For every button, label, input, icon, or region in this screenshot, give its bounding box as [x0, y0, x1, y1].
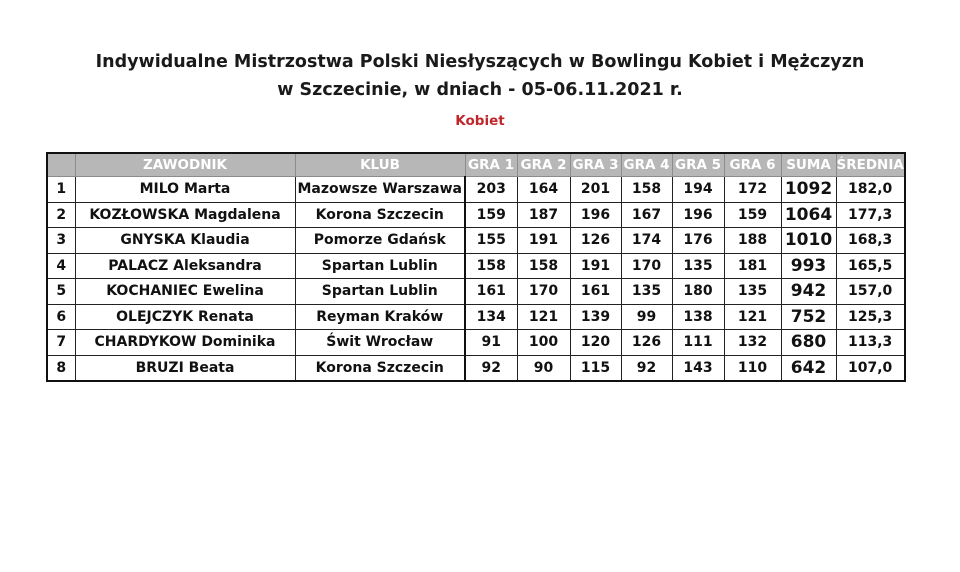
game-1-cell: 155 — [465, 228, 517, 254]
place-cell: 6 — [47, 304, 75, 330]
game-6-cell: 135 — [724, 279, 781, 305]
athlete-name-cell: KOCHANIEC Ewelina — [75, 279, 295, 305]
place-cell: 7 — [47, 330, 75, 356]
game-3-cell: 191 — [570, 253, 621, 279]
table-row — [47, 279, 905, 305]
average-cell: 113,3 — [836, 330, 905, 356]
club-cell: Reyman Kraków — [295, 304, 465, 330]
sum-cell: 752 — [781, 304, 836, 330]
game-2-cell: 187 — [517, 202, 570, 228]
game-1-cell: 203 — [465, 177, 517, 203]
game-2-cell: 90 — [517, 355, 570, 381]
athlete-name-cell: KOZŁOWSKA Magdalena — [75, 202, 295, 228]
place-cell: 8 — [47, 355, 75, 381]
table-row — [47, 177, 905, 203]
game-1-cell: 161 — [465, 279, 517, 305]
sum-cell: 680 — [781, 330, 836, 356]
game-3-cell: 201 — [570, 177, 621, 203]
game-6-cell: 159 — [724, 202, 781, 228]
game-1-cell: 159 — [465, 202, 517, 228]
athlete-name-cell: GNYSKA Klaudia — [75, 228, 295, 254]
game-5-cell: 180 — [672, 279, 724, 305]
document-subtitle-dates: w Szczecinie, w dniach - 05-06.11.2021 r. — [277, 80, 683, 100]
game-2-cell: 170 — [517, 279, 570, 305]
game-3-cell: 196 — [570, 202, 621, 228]
col-header-average: ŚREDNIA — [836, 153, 905, 177]
col-header-place — [47, 153, 75, 177]
game-4-cell: 92 — [621, 355, 672, 381]
game-5-cell: 138 — [672, 304, 724, 330]
game-2-cell: 158 — [517, 253, 570, 279]
club-cell: Korona Szczecin — [295, 355, 465, 381]
place-cell: 4 — [47, 253, 75, 279]
club-cell: Spartan Lublin — [295, 279, 465, 305]
game-6-cell: 181 — [724, 253, 781, 279]
category-label: Kobiet — [455, 113, 505, 129]
game-2-cell: 191 — [517, 228, 570, 254]
table-row — [47, 330, 905, 356]
table-row — [47, 304, 905, 330]
table-row — [47, 355, 905, 381]
game-2-cell: 100 — [517, 330, 570, 356]
game-4-cell: 99 — [621, 304, 672, 330]
club-cell: Spartan Lublin — [295, 253, 465, 279]
game-2-cell: 121 — [517, 304, 570, 330]
athlete-name-cell: OLEJCZYK Renata — [75, 304, 295, 330]
average-cell: 125,3 — [836, 304, 905, 330]
game-5-cell: 111 — [672, 330, 724, 356]
game-1-cell: 158 — [465, 253, 517, 279]
game-4-cell: 170 — [621, 253, 672, 279]
game-5-cell: 135 — [672, 253, 724, 279]
game-6-cell: 110 — [724, 355, 781, 381]
game-4-cell: 126 — [621, 330, 672, 356]
col-header-game-6: GRA 6 — [724, 153, 781, 177]
game-1-cell: 92 — [465, 355, 517, 381]
game-6-cell: 132 — [724, 330, 781, 356]
game-4-cell: 167 — [621, 202, 672, 228]
game-2-cell: 164 — [517, 177, 570, 203]
document-title: Indywidualne Mistrzostwa Polski Niesłyszących w Bowlingu Kobiet i Mężczyzn — [95, 52, 865, 72]
game-3-cell: 161 — [570, 279, 621, 305]
game-5-cell: 196 — [672, 202, 724, 228]
col-header-sum: SUMA — [781, 153, 836, 177]
col-header-game-4: GRA 4 — [621, 153, 672, 177]
game-3-cell: 120 — [570, 330, 621, 356]
game-4-cell: 158 — [621, 177, 672, 203]
sum-cell: 942 — [781, 279, 836, 305]
table-header-row — [47, 153, 905, 177]
club-cell: Pomorze Gdańsk — [295, 228, 465, 254]
game-5-cell: 143 — [672, 355, 724, 381]
club-cell: Świt Wrocław — [295, 330, 465, 356]
table-row — [47, 202, 905, 228]
club-cell: Korona Szczecin — [295, 202, 465, 228]
col-header-game-1: GRA 1 — [465, 153, 517, 177]
athlete-name-cell: CHARDYKOW Dominika — [75, 330, 295, 356]
col-header-athlete: ZAWODNIK — [75, 153, 295, 177]
game-3-cell: 115 — [570, 355, 621, 381]
average-cell: 168,3 — [836, 228, 905, 254]
sum-cell: 642 — [781, 355, 836, 381]
sum-cell: 1092 — [781, 177, 836, 203]
average-cell: 165,5 — [836, 253, 905, 279]
game-3-cell: 126 — [570, 228, 621, 254]
col-header-game-3: GRA 3 — [570, 153, 621, 177]
place-cell: 2 — [47, 202, 75, 228]
game-3-cell: 139 — [570, 304, 621, 330]
club-cell: Mazowsze Warszawa — [295, 177, 465, 203]
athlete-name-cell: MILO Marta — [75, 177, 295, 203]
game-1-cell: 91 — [465, 330, 517, 356]
average-cell: 107,0 — [836, 355, 905, 381]
game-6-cell: 188 — [724, 228, 781, 254]
average-cell: 157,0 — [836, 279, 905, 305]
col-header-game-2: GRA 2 — [517, 153, 570, 177]
col-header-club: KLUB — [295, 153, 465, 177]
sum-cell: 1010 — [781, 228, 836, 254]
game-5-cell: 176 — [672, 228, 724, 254]
sum-cell: 993 — [781, 253, 836, 279]
athlete-name-cell: BRUZI Beata — [75, 355, 295, 381]
athlete-name-cell: PALACZ Aleksandra — [75, 253, 295, 279]
sum-cell: 1064 — [781, 202, 836, 228]
game-4-cell: 174 — [621, 228, 672, 254]
col-header-game-5: GRA 5 — [672, 153, 724, 177]
average-cell: 182,0 — [836, 177, 905, 203]
game-1-cell: 134 — [465, 304, 517, 330]
game-4-cell: 135 — [621, 279, 672, 305]
place-cell: 3 — [47, 228, 75, 254]
average-cell: 177,3 — [836, 202, 905, 228]
game-6-cell: 121 — [724, 304, 781, 330]
place-cell: 1 — [47, 177, 75, 203]
table-row — [47, 228, 905, 254]
place-cell: 5 — [47, 279, 75, 305]
table-row — [47, 253, 905, 279]
results-table — [46, 152, 906, 382]
game-5-cell: 194 — [672, 177, 724, 203]
game-6-cell: 172 — [724, 177, 781, 203]
